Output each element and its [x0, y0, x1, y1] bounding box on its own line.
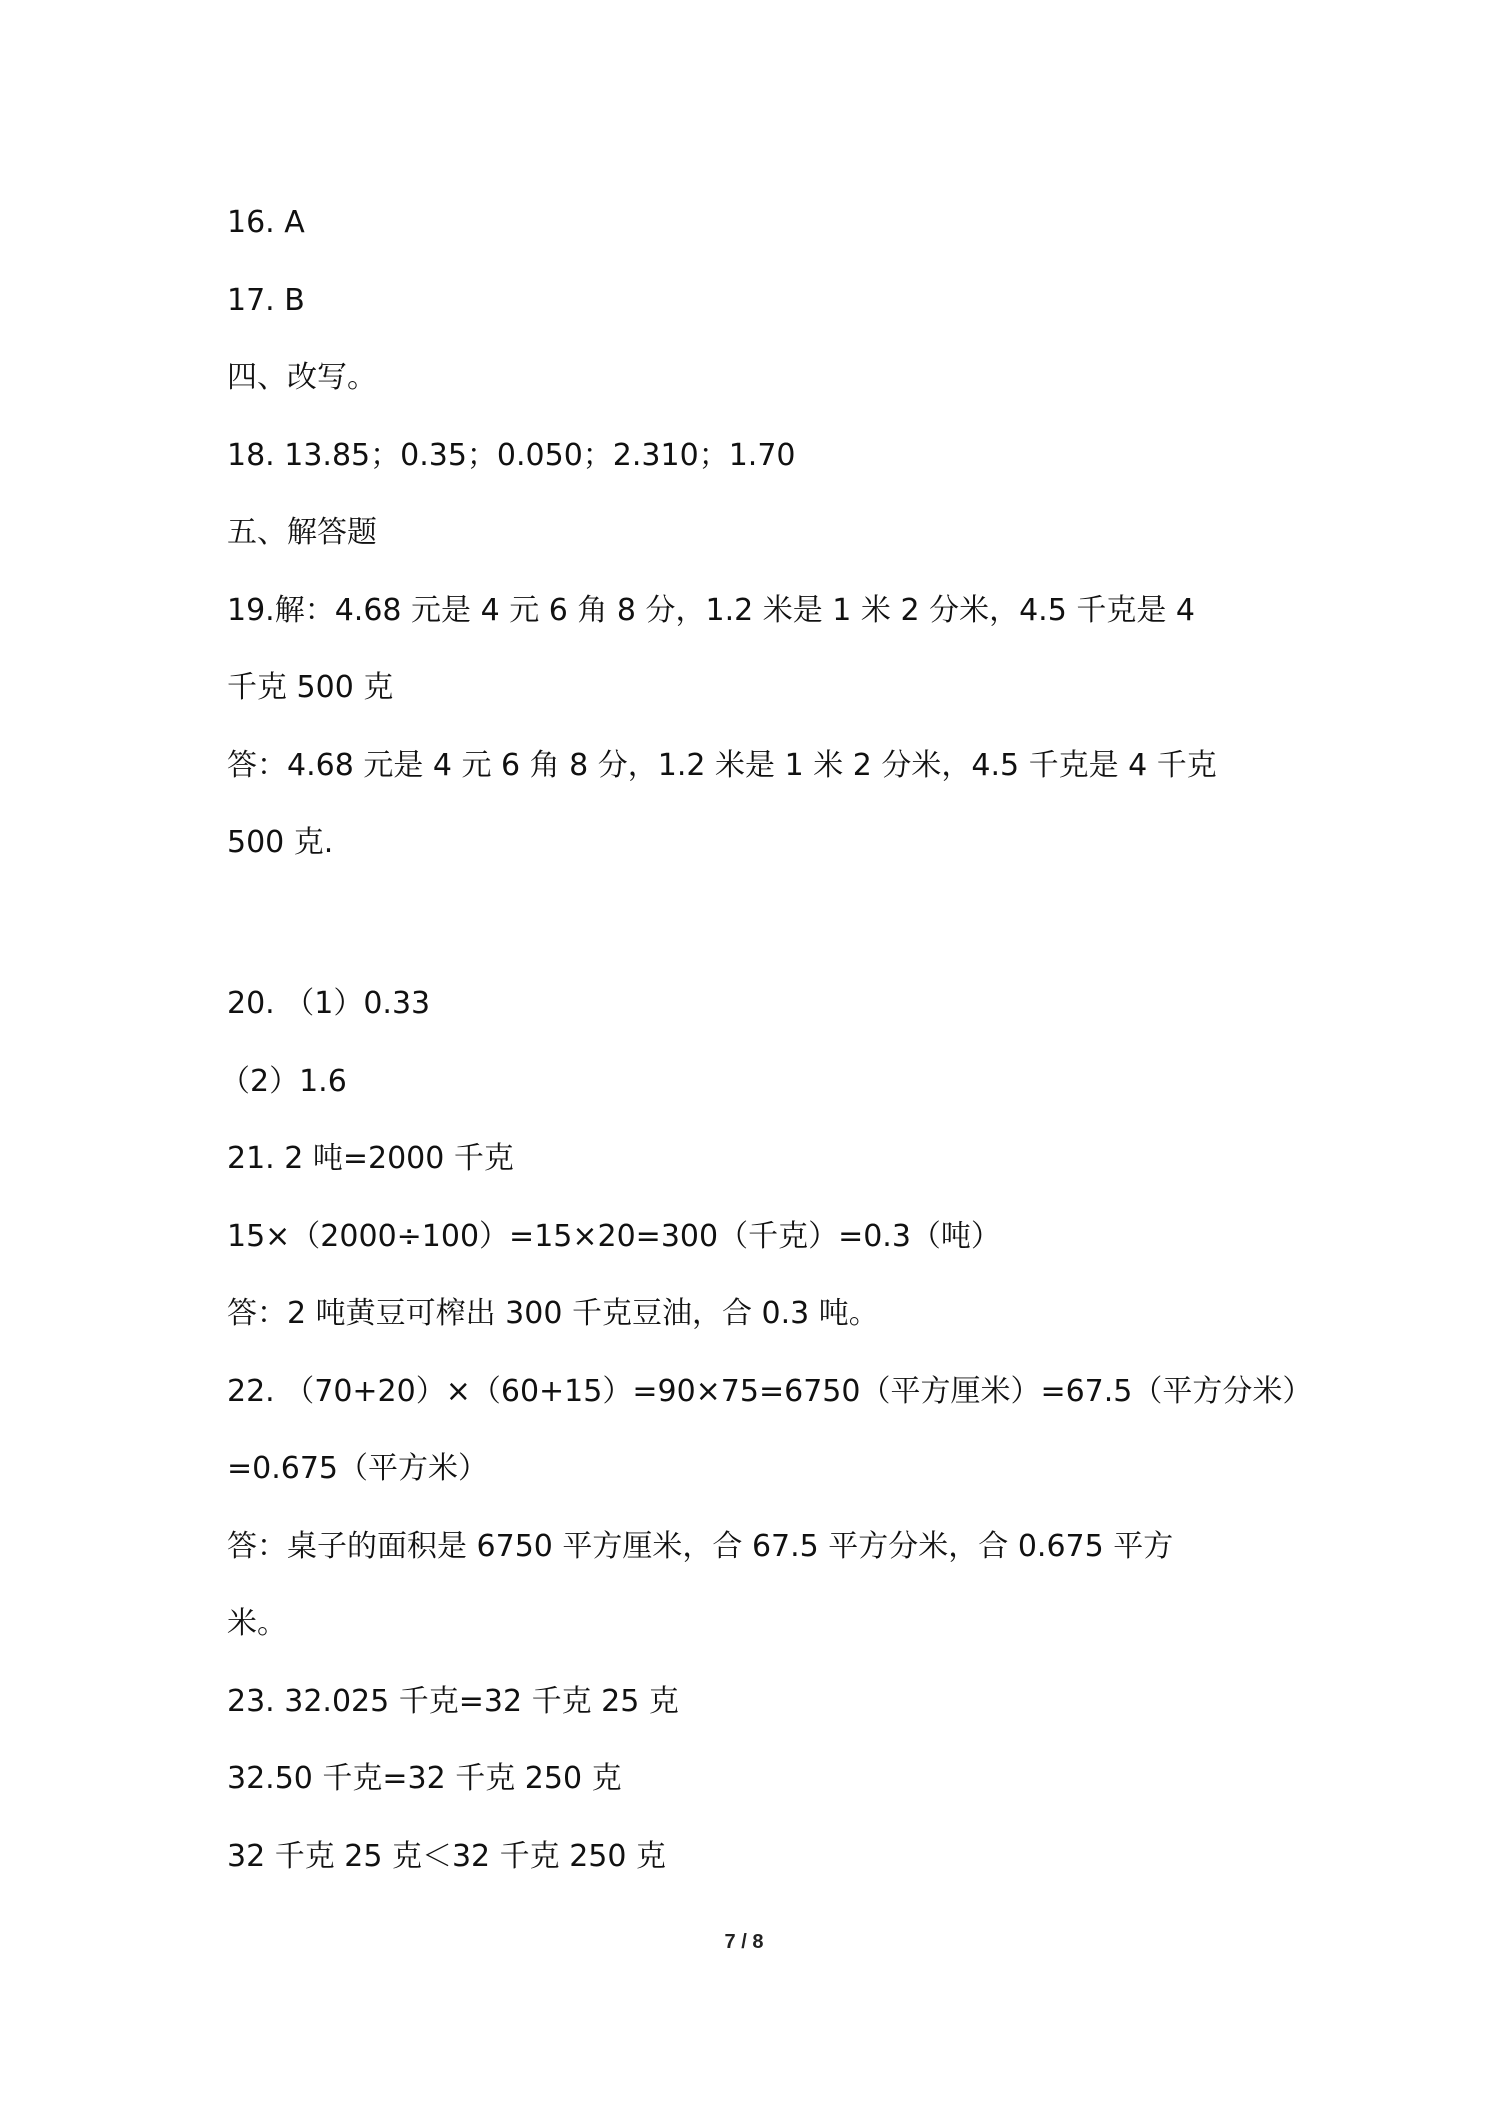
answer-22-reply-line2: 米。 — [227, 1606, 287, 1641]
answer-21-line1: 21. 2 吨=2000 千克 — [227, 1141, 514, 1176]
answer-21-reply: 答：2 吨黄豆可榨出 300 千克豆油，合 0.3 吨。 — [227, 1296, 879, 1331]
answer-20-part2: （2）1.6 — [220, 1064, 347, 1099]
answer-23-line2: 32.50 千克=32 千克 250 克 — [227, 1761, 622, 1796]
answer-19-solution-line2: 千克 500 克 — [227, 670, 394, 705]
answer-18: 18. 13.85；0.35；0.050；2.310；1.70 — [227, 438, 796, 473]
section-heading-solve: 五、解答题 — [227, 515, 377, 550]
page-number: 7 / 8 — [724, 1931, 764, 1953]
answer-23-line1: 23. 32.025 千克=32 千克 25 克 — [227, 1684, 679, 1719]
answer-19-reply-line2: 500 克. — [227, 825, 334, 860]
answer-22-reply-line1: 答：桌子的面积是 6750 平方厘米，合 67.5 平方分米，合 0.675 平方 — [227, 1529, 1174, 1564]
answer-22-line2: =0.675（平方米） — [227, 1451, 489, 1486]
answer-22-line1: 22. （70+20）×（60+15）=90×75=6750（平方厘米）=67.5（平方分米） — [227, 1374, 1313, 1409]
section-heading-rewrite: 四、改写。 — [227, 360, 377, 395]
answer-19-solution-line1: 19.解：4.68 元是 4 元 6 角 8 分，1.2 米是 1 米 2 分米，4.5 千克是 4 — [227, 593, 1195, 628]
answer-16: 16. A — [227, 205, 305, 240]
answer-23-line3: 32 千克 25 克＜32 千克 250 克 — [227, 1839, 666, 1874]
answer-17: 17. B — [227, 283, 305, 318]
answer-20-part1: 20. （1）0.33 — [227, 986, 431, 1021]
answer-19-reply-line1: 答：4.68 元是 4 元 6 角 8 分，1.2 米是 1 米 2 分米，4.5 千克是 4 千克 — [227, 748, 1217, 783]
answer-21-line2: 15×（2000÷100）=15×20=300（千克）=0.3（吨） — [227, 1219, 1001, 1254]
